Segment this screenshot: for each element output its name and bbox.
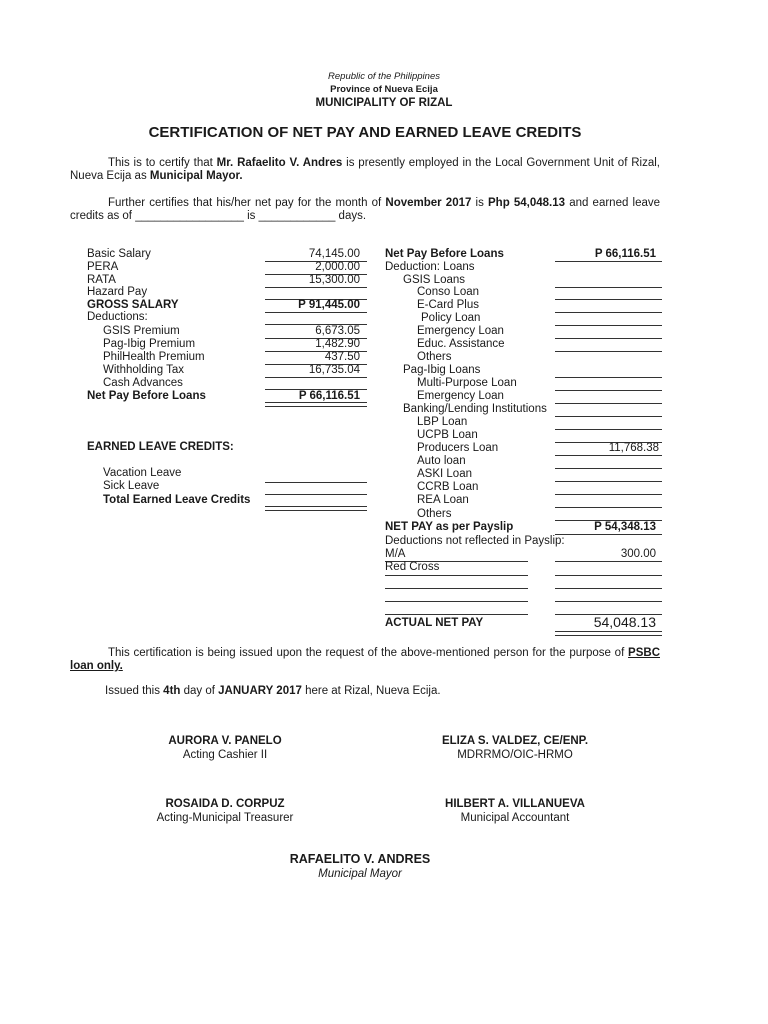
gross-salary-label: GROSS SALARY (87, 299, 179, 311)
republic-line: Republic of the Philippines (328, 71, 440, 82)
signatory-title: Acting Cashier II (182, 749, 268, 761)
aski-loan-label: ASKI Loan (417, 468, 472, 480)
divider (555, 261, 662, 262)
divider (555, 325, 662, 326)
auto-loan-label: Auto loan (417, 455, 466, 467)
not-reflected-label: Deductions not reflected in Payslip: (385, 535, 565, 547)
divider (555, 575, 662, 576)
vacation-leave-label: Vacation Leave (103, 467, 182, 479)
net-pay-before-loans-label: Net Pay Before Loans (87, 390, 206, 402)
municipality-line: MUNICIPALITY OF RIZAL (315, 97, 453, 109)
divider (555, 534, 662, 535)
purpose-paragraph: This certification is being issued upon the request of the above-mentioned person for the purpose of PSBC loan only. (70, 647, 660, 672)
cash-advances-label: Cash Advances (103, 377, 183, 389)
divider (265, 482, 367, 483)
divider (555, 351, 662, 352)
gsis-loans-label: GSIS Loans (403, 274, 466, 286)
actual-net-pay-label: ACTUAL NET PAY (385, 617, 484, 629)
ccrb-loan-label: CCRB Loan (417, 481, 479, 493)
intro-paragraph-1: This is to certify that Mr. Rafaelito V. Andres is presently employed in the Local Government Unit of Rizal, Nueva Ecija as Municipal Mayor. (70, 157, 660, 182)
multi-purpose-loan-label: Multi-Purpose Loan (417, 377, 517, 389)
total-leave-label: Total Earned Leave Credits (103, 494, 251, 506)
issued-paragraph: Issued this 4th day of JANUARY 2017 here at Rizal, Nueva Ecija. (105, 685, 441, 697)
divider (555, 429, 662, 430)
philhealth-premium-value: 437.50 (324, 351, 360, 363)
right-net-before-value: P 66,116.51 (594, 248, 656, 260)
province-line: Province of Nueva Ecija (330, 84, 438, 95)
divider (385, 575, 528, 576)
conso-loan-label: Conso Loan (417, 286, 480, 298)
ucpb-loan-label: UCPB Loan (417, 429, 478, 441)
red-cross-label: Red Cross (385, 561, 440, 573)
others-label: Others (417, 351, 452, 363)
hazard-pay-label: Hazard Pay (87, 286, 148, 298)
divider (385, 614, 528, 615)
signatory-title: Municipal Mayor (318, 868, 402, 880)
banking-label: Banking/Lending Institutions (403, 403, 547, 415)
sick-leave-label: Sick Leave (103, 480, 160, 492)
double-underline (265, 506, 367, 511)
withholding-tax-value: 16,735.04 (308, 364, 360, 376)
divider (265, 287, 367, 288)
emergency-loan-label: Emergency Loan (417, 325, 504, 337)
ma-value: 300.00 (620, 548, 656, 560)
divider (555, 377, 662, 378)
divider (265, 494, 367, 495)
divider (555, 299, 662, 300)
signatory-name: AURORA V. PANELO (168, 735, 282, 747)
gsis-premium-label: GSIS Premium (103, 325, 180, 337)
educ-assistance-label: Educ. Assistance (417, 338, 505, 350)
philhealth-premium-label: PhilHealth Premium (103, 351, 205, 363)
pagibig-loans-label: Pag-Ibig Loans (403, 364, 481, 376)
divider (555, 601, 662, 602)
document-title: CERTIFICATION OF NET PAY AND EARNED LEAVE CREDITS (148, 124, 582, 141)
right-net-before-label: Net Pay Before Loans (385, 248, 504, 260)
divider (265, 377, 367, 378)
pera-value: 2,000.00 (315, 261, 360, 273)
pagibig-premium-value: 1,482.90 (315, 338, 360, 350)
signatory-name: RAFAELITO V. ANDRES (289, 852, 431, 866)
deductions-label: Deductions: (87, 311, 148, 323)
signatory-title: Acting-Municipal Treasurer (156, 812, 294, 824)
pagibig-emergency-loan-label: Emergency Loan (417, 390, 504, 402)
deduction-loans-label: Deduction: Loans (385, 261, 475, 273)
signatory-title: Municipal Accountant (460, 812, 570, 824)
signatory-name: ELIZA S. VALDEZ, CE/ENP. (441, 735, 589, 747)
pagibig-premium-label: Pag-Ibig Premium (103, 338, 196, 350)
signatory-name: HILBERT A. VILLANUEVA (445, 798, 585, 810)
policy-loan-label: Policy Loan (421, 312, 481, 324)
basic-salary-label: Basic Salary (87, 248, 151, 260)
rata-value: 15,300.00 (308, 274, 360, 286)
divider (555, 287, 662, 288)
lbp-loan-label: LBP Loan (417, 416, 468, 428)
divider (555, 455, 662, 456)
divider (555, 507, 662, 508)
divider (385, 588, 528, 589)
signatory-cashier (125, 734, 325, 762)
producers-loan-value: 11,768.38 (608, 442, 659, 454)
leave-heading: EARNED LEAVE CREDITS: (87, 441, 234, 453)
pera-label: PERA (87, 261, 119, 273)
divider (555, 338, 662, 339)
rea-loan-label: REA Loan (417, 494, 469, 506)
net-pay-payslip-label: NET PAY as per Payslip (385, 521, 514, 533)
rata-label: RATA (87, 274, 116, 286)
divider (555, 416, 662, 417)
signatory-accountant (415, 797, 615, 825)
withholding-tax-label: Withholding Tax (103, 364, 184, 376)
divider (555, 481, 662, 482)
divider (555, 494, 662, 495)
divider (265, 312, 367, 313)
divider (555, 390, 662, 391)
divider (555, 403, 662, 404)
basic-salary-value: 74,145.00 (308, 248, 360, 260)
divider (555, 561, 662, 562)
ma-label: M/A (385, 548, 406, 560)
producers-loan-label: Producers Loan (417, 442, 499, 454)
signatory-hrmo (415, 734, 615, 762)
divider (385, 601, 528, 602)
divider (555, 468, 662, 469)
signatory-mayor (260, 851, 460, 881)
net-pay-payslip-value: P 54,348.13 (594, 521, 656, 533)
actual-net-pay-value: 54,048.13 (593, 614, 656, 630)
signatory-title: MDRRMO/OIC-HRMO (457, 749, 573, 761)
divider (555, 588, 662, 589)
net-pay-before-loans-value: P 66,116.51 (298, 390, 360, 402)
signatory-treasurer (125, 797, 325, 825)
divider (555, 312, 662, 313)
ecard-plus-label: E-Card Plus (417, 299, 479, 311)
intro-paragraph-2: Further certifies that his/her net pay for the month of November 2017 is Php 54,048.13 and earned leave credits as of _________________ is ____________ days. (70, 197, 661, 222)
gross-salary-value: P 91,445.00 (298, 299, 360, 311)
double-underline (265, 402, 367, 407)
gsis-premium-value: 6,673.05 (315, 325, 360, 337)
others-2-label: Others (417, 508, 452, 520)
double-underline (555, 631, 662, 636)
signatory-name: ROSAIDA D. CORPUZ (165, 798, 285, 810)
